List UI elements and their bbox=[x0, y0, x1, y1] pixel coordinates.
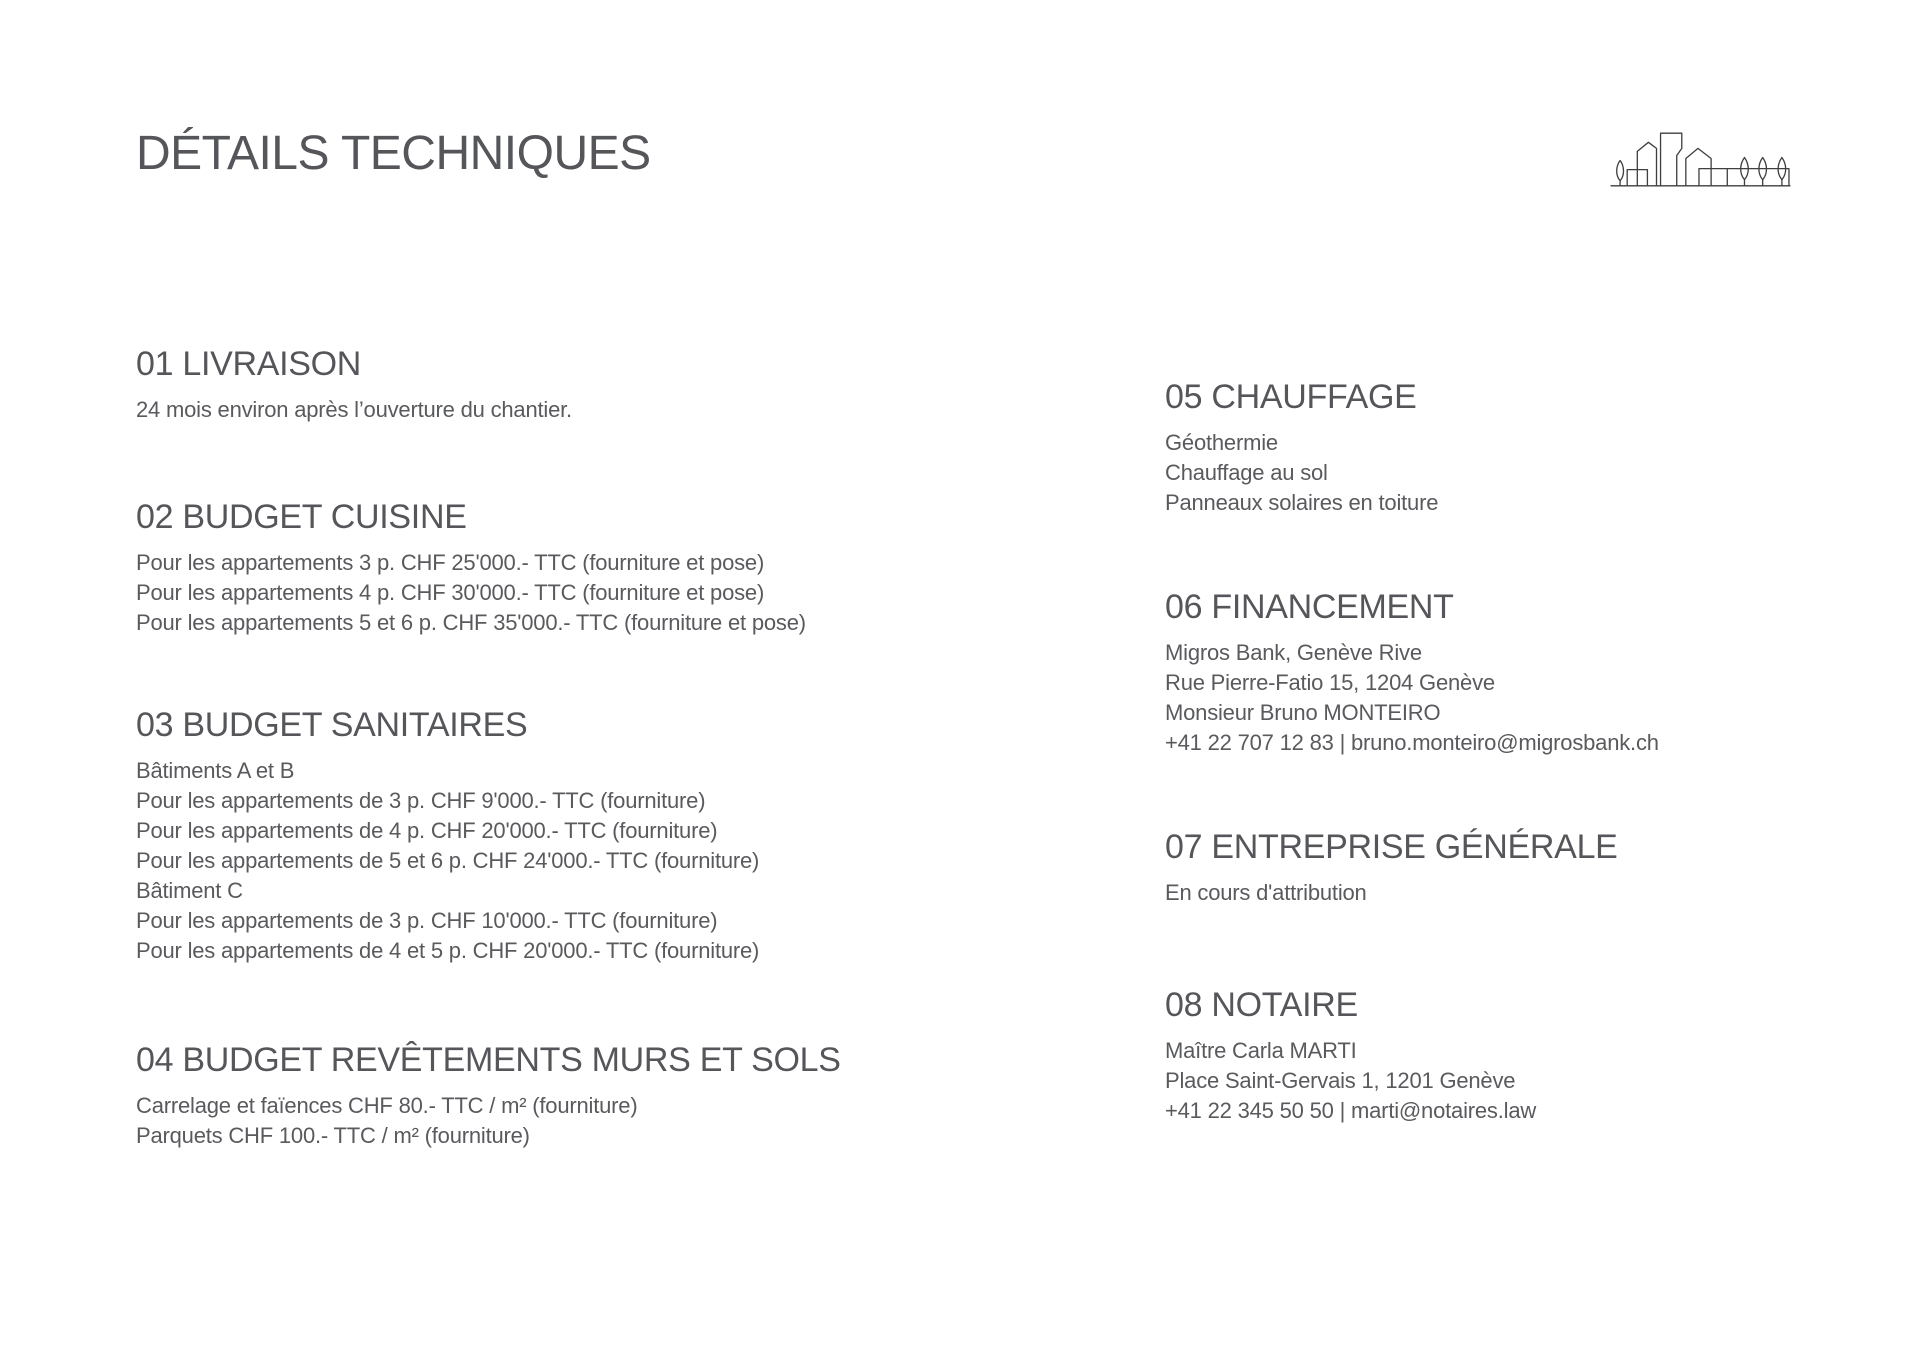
section-02-budget-cuisine bbox=[136, 497, 996, 638]
section-04-budget-revetements bbox=[136, 1040, 996, 1151]
text-line: Carrelage et faïences CHF 80.- TTC / m² (fourniture) bbox=[136, 1092, 638, 1118]
text-line: Bâtiments A et B bbox=[136, 757, 295, 783]
section-body bbox=[1165, 428, 1920, 518]
text-line: Monsieur Bruno MONTEIRO bbox=[1165, 699, 1441, 725]
text-line: Pour les appartements 4 p. CHF 30'000.- TTC (fourniture et pose) bbox=[136, 579, 765, 605]
section-01-livraison bbox=[136, 344, 996, 425]
section-07-entreprise-generale bbox=[1165, 827, 1920, 908]
section-body bbox=[136, 756, 996, 966]
tree-shape bbox=[1617, 161, 1624, 181]
section-body bbox=[1165, 1036, 1920, 1126]
section-08-notaire bbox=[1165, 985, 1920, 1126]
section-heading: 03 BUDGET SANITAIRES bbox=[136, 706, 528, 744]
text-line: Pour les appartements de 4 p. CHF 20'000.- TTC (fourniture) bbox=[136, 817, 718, 843]
page-title: DÉTAILS TECHNIQUES bbox=[136, 127, 651, 180]
text-line: Pour les appartements de 4 et 5 p. CHF 20'000.- TTC (fourniture) bbox=[136, 937, 760, 963]
section-body bbox=[136, 1091, 996, 1151]
section-body bbox=[136, 548, 996, 638]
text-line: Maître Carla MARTI bbox=[1165, 1037, 1357, 1063]
text-line: Pour les appartements de 3 p. CHF 10'000.- TTC (fourniture) bbox=[136, 907, 718, 933]
text-line: Rue Pierre-Fatio 15, 1204 Genève bbox=[1165, 669, 1495, 695]
text-line: Géothermie bbox=[1165, 429, 1278, 455]
section-heading: 08 NOTAIRE bbox=[1165, 986, 1358, 1024]
section-body bbox=[1165, 878, 1920, 908]
text-line: 24 mois environ après l’ouverture du chantier. bbox=[136, 396, 572, 422]
tower-shape bbox=[1661, 133, 1682, 186]
section-06-financement bbox=[1165, 587, 1920, 758]
section-heading: 02 BUDGET CUISINE bbox=[136, 498, 467, 536]
section-heading: 04 BUDGET REVÊTEMENTS MURS ET SOLS bbox=[136, 1041, 841, 1079]
section-heading: 05 CHAUFFAGE bbox=[1165, 378, 1417, 416]
section-05-chauffage bbox=[1165, 377, 1920, 518]
section-body bbox=[136, 395, 996, 425]
logo bbox=[1610, 131, 1792, 188]
section-body bbox=[1165, 638, 1920, 758]
text-line: Pour les appartements 5 et 6 p. CHF 35'000.- TTC (fourniture et pose) bbox=[136, 609, 806, 635]
text-line: Place Saint-Gervais 1, 1201 Genève bbox=[1165, 1067, 1516, 1093]
text-line: +41 22 707 12 83 | bruno.monteiro@migrosbank.ch bbox=[1165, 729, 1659, 755]
section-heading: 01 LIVRAISON bbox=[136, 345, 362, 383]
text-line: Pour les appartements 3 p. CHF 25'000.- TTC (fourniture et pose) bbox=[136, 549, 765, 575]
text-line: Bâtiment C bbox=[136, 877, 243, 903]
section-heading: 06 FINANCEMENT bbox=[1165, 588, 1454, 626]
text-line: +41 22 345 50 50 | marti@notaires.law bbox=[1165, 1097, 1537, 1123]
text-line: Pour les appartements de 5 et 6 p. CHF 24'000.- TTC (fourniture) bbox=[136, 847, 760, 873]
text-line: Migros Bank, Genève Rive bbox=[1165, 639, 1422, 665]
text-line: Chauffage au sol bbox=[1165, 459, 1328, 485]
text-line: Pour les appartements de 3 p. CHF 9'000.- TTC (fourniture) bbox=[136, 787, 706, 813]
text-line: Parquets CHF 100.- TTC / m² (fourniture) bbox=[136, 1122, 530, 1148]
section-03-budget-sanitaires bbox=[136, 705, 996, 966]
text-line: En cours d'attribution bbox=[1165, 879, 1367, 905]
text-line: Panneaux solaires en toiture bbox=[1165, 489, 1439, 515]
buildings-trees-icon bbox=[1610, 131, 1792, 188]
section-heading: 07 ENTREPRISE GÉNÉRALE bbox=[1165, 828, 1618, 866]
